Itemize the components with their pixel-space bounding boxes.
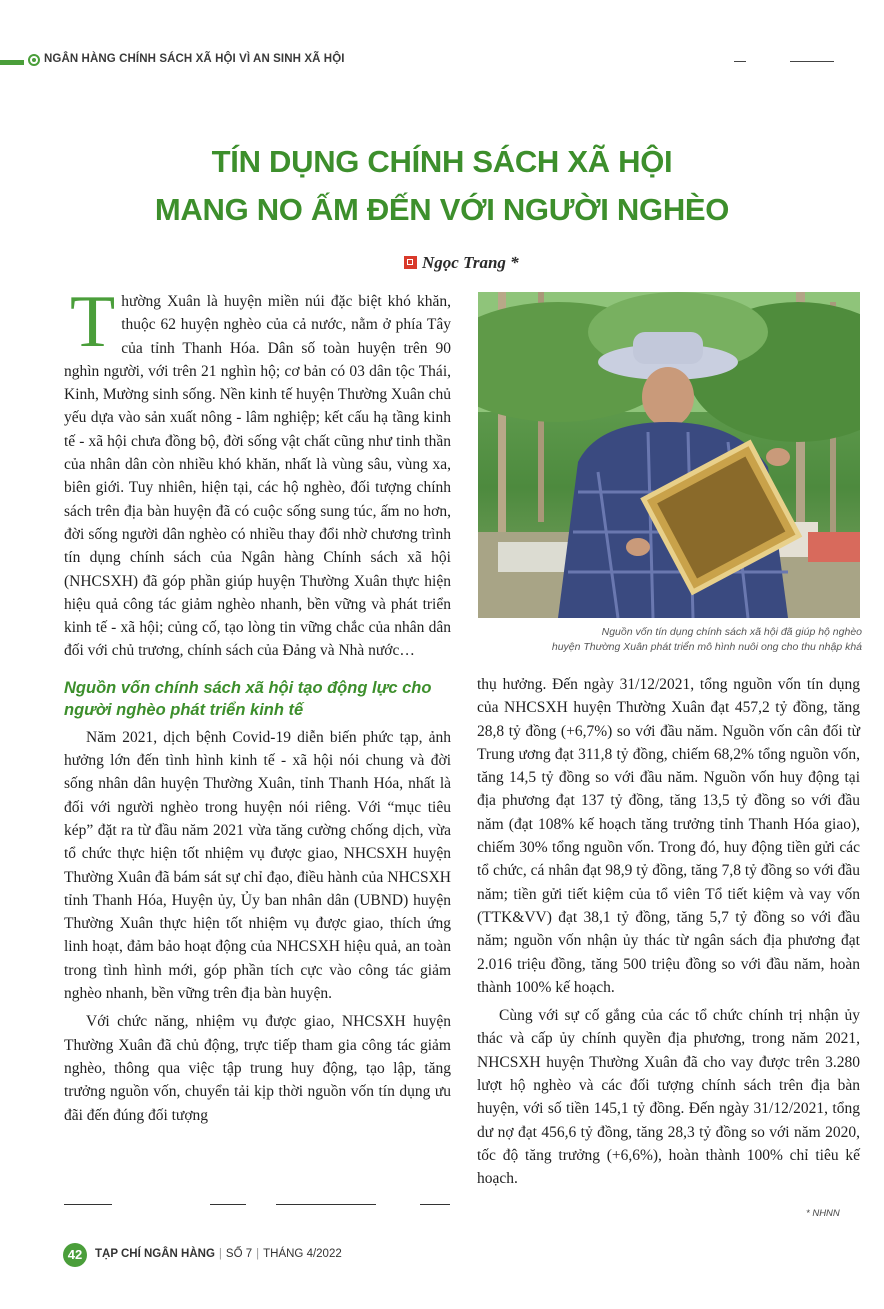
intro-paragraph xyxy=(64,281,451,663)
page-footer xyxy=(95,1248,342,1260)
footnote-rule xyxy=(64,1204,112,1205)
header-rule xyxy=(734,61,746,62)
bank-logo-icon xyxy=(28,54,40,66)
header-rule xyxy=(790,61,834,62)
issue-date: THÁNG 4/2022 xyxy=(263,1248,342,1260)
text-column-right xyxy=(477,673,860,1191)
intro-text: hường Xuân là huyện miền núi đặc biệt khó khăn, thuộc 62 huyện nghèo của cả nước, nằm ở phía Tây của tỉnh Thanh Hóa. Dân số toàn huyện trên 90 nghìn người, với trên 21 nghìn hộ; cơ bản có 03 dân tộc Thái, Kinh, Mường sinh sống. Nền kinh tế huyện Thường Xuân chủ yếu dựa vào sản xuất nông - lâm nghiệp; kết cấu hạ tầng kinh tế - xã hội chưa đồng bộ, đời sống vật chất cũng như tinh thần của nhân dân còn nhiều khó khăn, nhất là vùng sâu, vùng xa, biên giới. Tuy nhiên, hiện tại, các hộ nghèo, đối tượng chính sách trên địa bàn huyện đã có cuộc sống sung túc, ấm no hơn, đời sống người dân nghèo có nhiều thay đổi nhờ chương trình tín dụng chính sách của Ngân hàng Chính sách xã hội (NHCSXH) đã góp phần giúp huyện Thường Xuân thực hiện hiệu quả công tác giảm nghèo nhanh, bền vững và phát triển kinh tế - xã hội; củng cố, tạo lòng tin vững chắc của nhân dân đối với chủ trương, chính sách của Đảng và Nhà nước… xyxy=(64,293,451,660)
header-accent-bar xyxy=(0,60,24,65)
article-title-line-1: TÍN DỤNG CHÍNH SÁCH XÃ HỘI xyxy=(211,144,673,179)
footnote: * NHNN xyxy=(806,1208,840,1219)
photo-caption xyxy=(478,625,862,655)
author-marker-icon xyxy=(404,256,417,269)
body-paragraph: thụ hưởng. Đến ngày 31/12/2021, tổng nguồn vốn tín dụng của NHCSXH huyện Thường Xuân đạt 457,2 tỷ đồng, tăng 28,8 tỷ đồng (+6,7%) so với đầu năm. Nguồn vốn cân đối từ Trung ương đạt 311,8 tỷ đồng, chiếm 68,2% tổng nguồn vốn, tăng 14,5 tỷ đồng so với đầu năm. Nguồn vốn huy động tại địa phương đạt 137 tỷ đồng, tăng 13,5 tỷ đồng so với đầu năm (đạt 108% kế hoạch tăng trưởng tỉnh Thanh Hóa giao), chiếm 30% tổng nguồn vốn. Trong đó, huy động tiền gửi các tổ chức, cá nhân đạt 98,9 tỷ đồng, tăng 7,8 tỷ đồng so với đầu năm; tiền gửi tiết kiệm của tổ viên Tổ tiết kiệm và vay vốn (TTK&VV) đạt 38,1 tỷ đồng, tăng 5,7 tỷ đồng so với đầu năm; nguồn vốn nhận ủy thác từ ngân sách địa phương đạt 2.016 triệu đồng, tăng 500 triệu đồng so với đầu năm, hoàn thành 100% kế hoạch. xyxy=(477,676,860,996)
caption-line: huyện Thường Xuân phát triển mô hình nuôi ong cho thu nhập khá xyxy=(551,641,862,653)
footnote-rule xyxy=(210,1204,246,1205)
body-paragraph: Với chức năng, nhiệm vụ được giao, NHCSXH huyện Thường Xuân đã chủ động, trực tiếp tham gia công tác giảm nghèo, thông qua việc tập trung huy động, tạo lập, tăng trưởng nguồn vốn, chuyển tải kịp thời nguồn vốn tín dụng ưu đãi đến đúng đối tượng xyxy=(64,1013,451,1124)
footnote-rule xyxy=(420,1204,450,1205)
body-paragraph: Năm 2021, dịch bệnh Covid-19 diễn biến phức tạp, ảnh hưởng lớn đến tình hình kinh tế - xã hội nói chung và đời sống nhân dân huyện Thường Xuân, tỉnh Thanh Hóa, nhất là đối với người nghèo trong huyện nói riêng. Với “mục tiêu kép” đặt ra từ đầu năm 2021 vừa tăng cường chống dịch, vừa tổ chức thực hiện tốt nhiệm vụ được giao, NHCSXH huyện Thường Xuân đã bám sát sự chỉ đạo, điều hành của NHCSXH tỉnh Thanh Hóa, Huyện ủy, Ủy ban nhân dân (UBND) huyện Thường Xuân thực hiện tốt nhiệm vụ được giao, thích ứng linh hoạt, đảm bảo hoạt động của NHCSXH hiệu quả, an toàn trong tình hình mới, góp phần tích cực vào công tác giảm nghèo nhanh, bền vững trên địa bàn huyện. xyxy=(64,728,451,1003)
page-number: 42 xyxy=(63,1243,87,1267)
section-header: NGÂN HÀNG CHÍNH SÁCH XÃ HỘI VÌ AN SINH XÃ HỘI xyxy=(44,53,345,65)
beekeeper-photo xyxy=(478,292,860,618)
issue-number: SỐ 7 xyxy=(225,1248,253,1260)
caption-line: Nguồn vốn tín dụng chính sách xã hội đã giúp hộ nghèo xyxy=(601,626,862,638)
footnote-rule xyxy=(276,1204,376,1205)
magazine-name: TẠP CHÍ NGÂN HÀNG xyxy=(95,1248,215,1260)
footer-separator: | xyxy=(256,1248,260,1260)
section-subheading: Nguồn vốn chính sách xã hội tạo động lực cho người nghèo phát triển kinh tế xyxy=(64,678,432,719)
drop-cap: T xyxy=(70,281,116,363)
text-column-left xyxy=(64,281,451,1127)
footer-separator: | xyxy=(218,1248,222,1260)
article-title-line-2: MANG NO ẤM ĐẾN VỚI NGƯỜI NGHÈO xyxy=(154,192,730,227)
author-byline: Ngọc Trang * xyxy=(422,253,519,272)
body-paragraph: Cùng với sự cố gắng của các tổ chức chính trị nhận ủy thác và cấp ủy chính quyền địa phương, trong năm 2021, NHCSXH huyện Thường Xuân đã cho vay được trên 3.280 lượt hộ nghèo và các đối tượng chính sách trên địa bàn huyện, với số tiền 145,1 tỷ đồng. Đến ngày 31/12/2021, tổng dư nợ đạt 456,6 tỷ đồng, tăng 28,3 tỷ đồng so với năm 2020, tốc độ tăng trưởng (+6,6%), hoàn thành 100% chỉ tiêu kế hoạch. xyxy=(477,1007,860,1188)
